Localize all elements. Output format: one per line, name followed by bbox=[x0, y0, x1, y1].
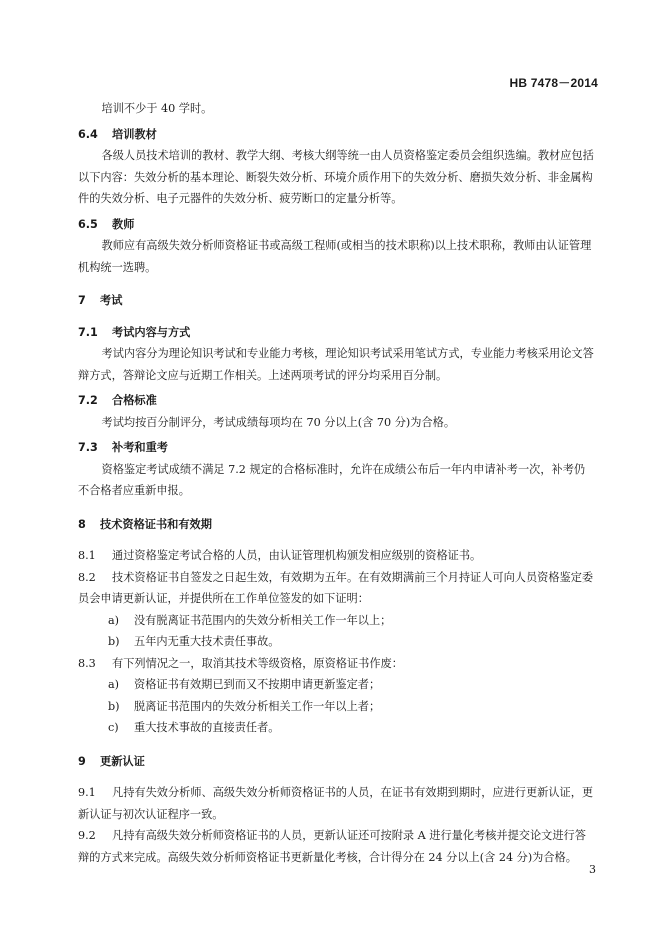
paragraph: 考试内容分为理论知识考试和专业能力考核，理论知识考试采用笔试方式，专业能力考核采用论文答辩方式，答辩论文应与近期工作相关。上述两项考试的评分均采用百分制。 bbox=[78, 347, 594, 382]
section-number: 7.3 bbox=[78, 441, 98, 454]
section-title: 技术资格证书和有效期 bbox=[100, 517, 212, 531]
list-label: a) bbox=[108, 678, 120, 691]
section-title: 合格标准 bbox=[112, 394, 157, 407]
section-number: 7.2 bbox=[78, 394, 98, 407]
clause-9-2 bbox=[78, 825, 596, 868]
list-text: 五年内无重大技术责任事故。 bbox=[134, 635, 280, 648]
clause-8-1 bbox=[78, 545, 596, 567]
section-heading-6-4 bbox=[78, 124, 596, 146]
list-item bbox=[78, 717, 596, 739]
page-number: 3 bbox=[589, 863, 596, 876]
section-title: 考试 bbox=[100, 294, 123, 307]
section-heading-7-2 bbox=[78, 390, 596, 412]
clause-text: 凡持有高级失效分析师资格证书的人员，更新认证还可按附录 A 进行量化考核并提交论文进行答辩的方式来完成。高级失效分析师资格证书更新量化考核，合计得分在 24 分以上(含 24 分)为合格。 bbox=[78, 829, 586, 864]
section-heading-8 bbox=[78, 514, 596, 536]
list-text: 脱离证书范围内的失效分析相关工作一年以上者； bbox=[134, 699, 381, 713]
section-heading-7-1 bbox=[78, 322, 596, 344]
list-label: c) bbox=[108, 721, 119, 734]
clause-8-2 bbox=[78, 567, 596, 610]
section-number: 6.4 bbox=[78, 127, 98, 141]
clause-8-3 bbox=[78, 653, 596, 675]
list-label: a) bbox=[108, 613, 120, 627]
list-item bbox=[78, 631, 596, 653]
clause-text: 通过资格鉴定考试合格的人员，由认证管理机构颁发相应级别的资格证书。 bbox=[112, 549, 482, 562]
clause-number: 8.3 bbox=[78, 656, 96, 670]
clause-text: 有下列情况之一，取消其技术等级资格，原资格证书作废： bbox=[112, 656, 403, 670]
paragraph: 各级人员技术培训的教材、教学大纲、考核大纲等统一由人员资格鉴定委员会组织选编。教材应包括以下内容：失效分析的基本理论、断裂失效分析、环境介质作用下的失效分析、磨损失效分析、非金属构件的失效分析、电子元器件的失效分析、疲劳断口的定量分析等。 bbox=[78, 149, 594, 205]
clause-number: 9.2 bbox=[78, 829, 96, 842]
section-title: 更新认证 bbox=[100, 754, 145, 768]
paragraph: 资格鉴定考试成绩不满足 7.2 规定的合格标准时，允许在成绩公布后一年内申请补考一次，补考仍不合格者应重新申报。 bbox=[78, 462, 586, 497]
section-number: 9 bbox=[78, 754, 86, 768]
list-item bbox=[78, 674, 596, 696]
list-item bbox=[78, 696, 596, 718]
section-number: 6.5 bbox=[78, 217, 98, 231]
paragraph: 教师应有高级失效分析师资格证书或高级工程师(或相当的技术职称)以上技术职称，教师由认证管理机构统一选聘。 bbox=[78, 239, 592, 274]
section-number: 8 bbox=[78, 517, 86, 531]
section-heading-7 bbox=[78, 290, 596, 312]
section-heading-9 bbox=[78, 751, 596, 773]
document-body bbox=[78, 98, 596, 868]
clause-number: 8.2 bbox=[78, 570, 96, 584]
clause-number: 8.1 bbox=[78, 549, 96, 562]
list-text: 重大技术事故的直接责任者。 bbox=[134, 721, 280, 734]
standard-code: HB 7478－2014 bbox=[509, 76, 598, 90]
section-heading-7-3 bbox=[78, 437, 596, 459]
clause-number: 9.1 bbox=[78, 786, 96, 799]
clause-text: 技术资格证书自签发之日起生效，有效期为五年。在有效期满前三个月持证人可向人员资格鉴定委员会申请更新认证，并提供所在工作单位签发的如下证明： bbox=[78, 570, 594, 605]
clause-9-1 bbox=[78, 782, 596, 825]
section-number: 7 bbox=[78, 294, 86, 307]
list-label: b) bbox=[108, 635, 120, 648]
section-title: 补考和重考 bbox=[112, 441, 168, 454]
section-title: 考试内容与方式 bbox=[112, 325, 191, 339]
list-item bbox=[78, 610, 596, 632]
list-label: b) bbox=[108, 699, 120, 713]
paragraph: 考试均按百分制评分，考试成绩每项均在 70 分以上(含 70 分)为合格。 bbox=[101, 415, 456, 429]
section-title: 培训教材 bbox=[112, 127, 157, 141]
clause-text: 凡持有失效分析师、高级失效分析师资格证书的人员，在证书有效期到期时，应进行更新认证，更新认证与初次认证程序一致。 bbox=[78, 786, 594, 821]
paragraph: 培训不少于 40 学时。 bbox=[101, 102, 213, 115]
section-number: 7.1 bbox=[78, 325, 98, 339]
list-text: 资格证书有效期已到而又不按期申请更新鉴定者； bbox=[134, 678, 381, 691]
list-text: 没有脱离证书范围内的失效分析相关工作一年以上； bbox=[134, 613, 392, 627]
section-heading-6-5 bbox=[78, 214, 596, 236]
section-title: 教师 bbox=[112, 217, 135, 231]
